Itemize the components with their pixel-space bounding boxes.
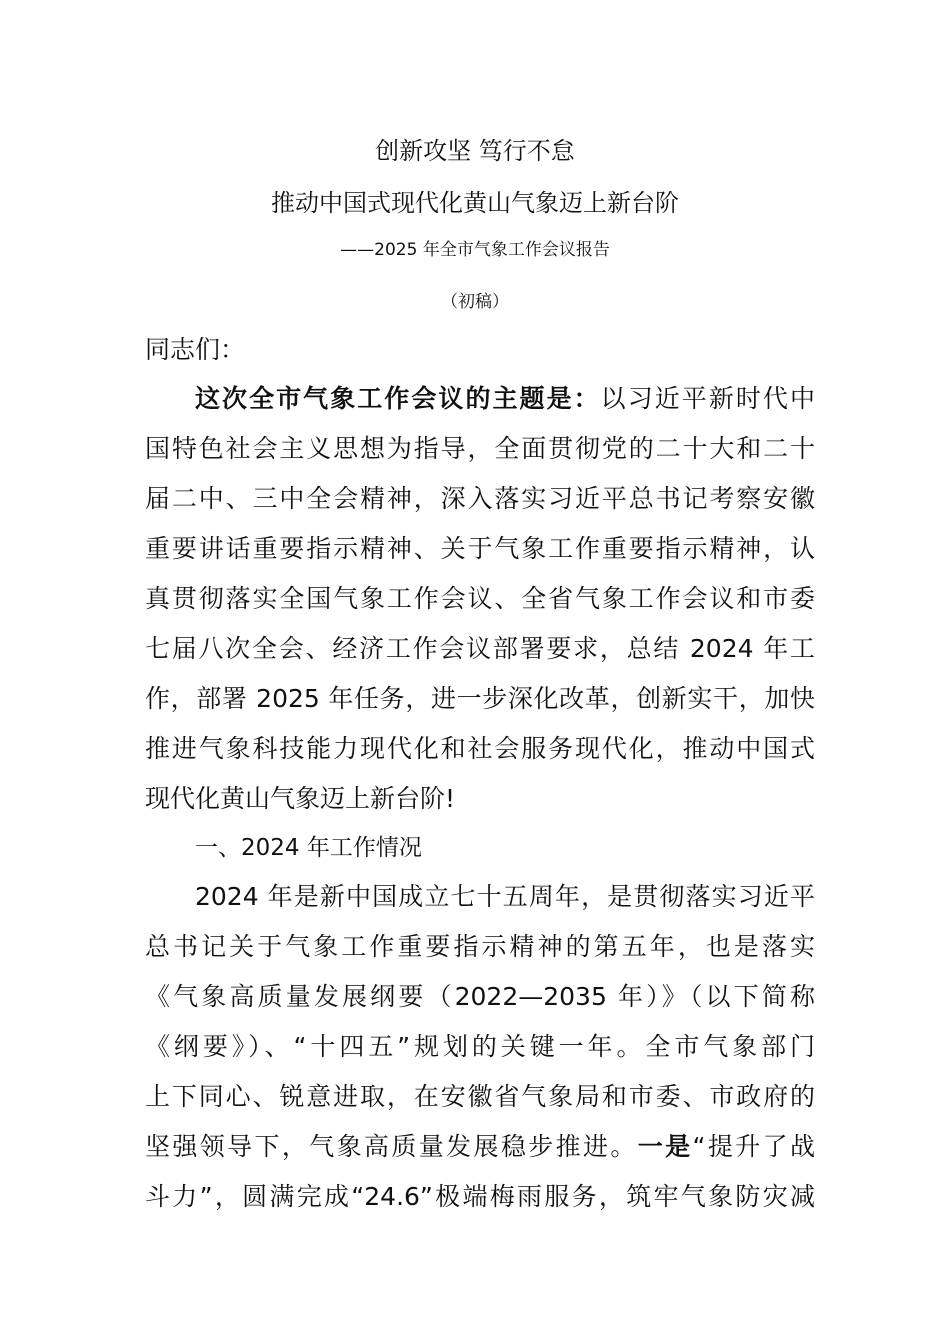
paragraph-1-line-2: 国特色社会主义思想为指导，全面贯彻党的二十大和二十 — [145, 434, 815, 463]
document-subtitle: ——2025 年全市气象工作会议报告 — [340, 240, 610, 260]
paragraph-2-line-4: 《纲要》）、“十四五”规划的关键一年。全市气象部门 — [145, 1032, 815, 1061]
paragraph-2-line-2: 总书记关于气象工作重要指示精神的第五年，也是落实 — [145, 932, 815, 961]
paragraph-1-line-6: 七届八次全会、经济工作会议部署要求，总结 2024 年工 — [145, 634, 815, 663]
paragraph-2-line-3: 《气象高质量发展纲要（2022—2035 年）》（以下简称 — [145, 982, 815, 1011]
salutation: 同志们： — [145, 335, 246, 364]
paragraph-1-line-1-rest: 以习近平新时代中 — [600, 384, 815, 413]
draft-note: （初稿） — [441, 292, 509, 312]
paragraph-1-line-3: 届二中、三中全会精神，深入落实习近平总书记考察安徽 — [145, 484, 815, 513]
document-title-line-2: 推动中国式现代化黄山气象迈上新台阶 — [271, 189, 679, 217]
paragraph-1-line-8: 推进气象科技能力现代化和社会服务现代化，推动中国式 — [145, 734, 815, 763]
theme-lead: 这次全市气象工作会议的主题是： — [195, 384, 601, 413]
document-title-line-1: 创新攻坚 笃行不怠 — [375, 137, 575, 165]
paragraph-2-line-6-before: 坚强领导下，气象高质量发展稳步推进。 — [145, 1132, 638, 1161]
section-heading-1: 一、2024 年工作情况 — [195, 835, 422, 861]
paragraph-1-line-1 — [195, 382, 815, 416]
paragraph-1-line-5: 真贯彻落实全国气象工作会议、全省气象工作会议和市委 — [145, 584, 815, 613]
paragraph-1-line-4: 重要讲话重要指示精神、关于气象工作重要指示精神，认 — [145, 534, 815, 563]
paragraph-2-line-5: 上下同心、锐意进取，在安徽省气象局和市委、市政府的 — [145, 1082, 815, 1111]
paragraph-1-line-9: 现代化黄山气象迈上新台阶! — [145, 784, 456, 813]
first-point-label: 一是 — [637, 1132, 693, 1161]
paragraph-2-line-6-after: “提升了战 — [692, 1132, 815, 1161]
paragraph-2-line-6 — [145, 1130, 815, 1164]
paragraph-1-line-7: 作，部署 2025 年任务，进一步深化改革，创新实干，加快 — [145, 684, 815, 713]
paragraph-2-line-7: 斗力”，圆满完成“24.6”极端梅雨服务，筑牢气象防灾减 — [145, 1182, 815, 1211]
paragraph-2-line-1: 2024 年是新中国成立七十五周年，是贯彻落实习近平 — [195, 882, 815, 911]
